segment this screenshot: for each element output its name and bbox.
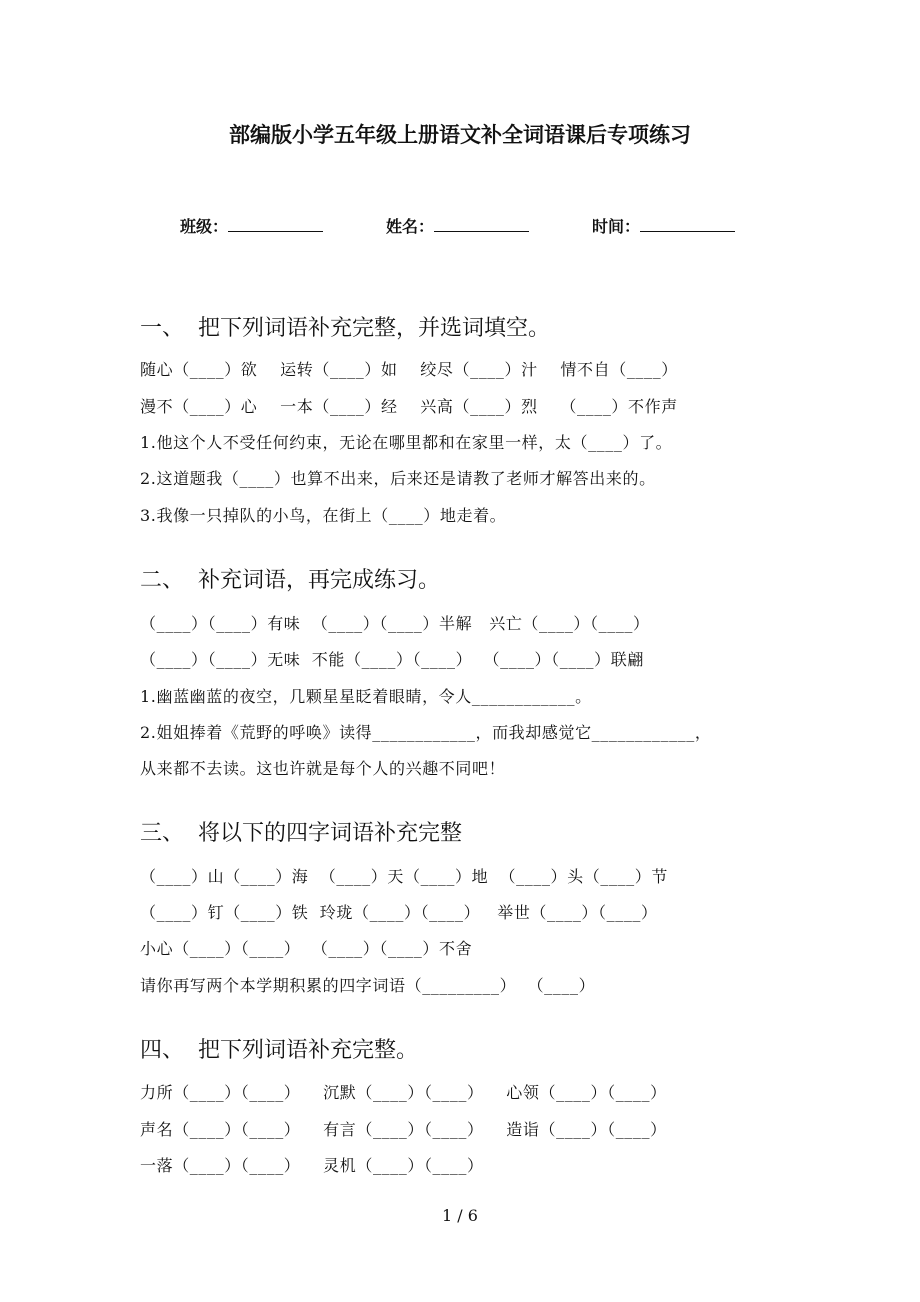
name-blank[interactable] <box>434 217 529 232</box>
exercise-line: （____）钉（____）铁 玲珑（____）（____） 举世（____）（____） <box>140 903 658 922</box>
class-blank[interactable] <box>228 217 323 232</box>
exercise-line: 3.我像一只掉队的小鸟，在街上（____）地走着。 <box>140 506 507 525</box>
exercise-line: 1.幽蓝幽蓝的夜空，几颗星星眨着眼睛，令人____________。 <box>140 687 592 706</box>
page-number: 1 / 6 <box>442 1206 478 1225</box>
exercise-line: （____）山（____）海 （____）天（____）地 （____）头（____）节 <box>140 867 668 886</box>
exercise-line: 小心（____）（____） （____）（____）不舍 <box>140 939 473 958</box>
exercise-line: 2.姐姐捧着《荒野的呼唤》读得____________，而我却感觉它____________， <box>140 723 712 742</box>
exercise-line: 一落（____）（____） 灵机（____）（____） <box>140 1156 484 1175</box>
section-2-heading: 二、 补充词语，再完成练习。 <box>140 568 440 593</box>
exercise-line: 请你再写两个本学期积累的四字词语（_________） （____） <box>140 976 596 995</box>
section-4-heading: 四、 把下列词语补充完整。 <box>140 1038 418 1063</box>
section-1-heading: 一、 把下列词语补充完整，并选词填空。 <box>140 316 550 341</box>
name-label: 姓名： <box>386 217 435 236</box>
exercise-line: （____）（____）有味 （____）（____）半解 兴亡（____）（____） <box>140 614 650 633</box>
exercise-line: 1.他这个人不受任何约束，无论在哪里都和在家里一样，太（____）了。 <box>140 433 673 452</box>
exercise-line: 声名（____）（____） 有言（____）（____） 造诣（____）（____） <box>140 1120 667 1139</box>
section-3-heading: 三、 将以下的四字词语补充完整 <box>140 821 462 846</box>
time-label: 时间： <box>592 217 641 236</box>
exercise-line: 随心（____）欲 运转（____）如 绞尽（____）汁 情不自（____） <box>140 360 678 379</box>
exercise-line: （____）（____）无味 不能（____）（____） （____）（____）联翩 <box>140 650 644 669</box>
exercise-line: 从来都不去读。这也许就是每个人的兴趣不同吧！ <box>140 759 506 778</box>
class-field[interactable] <box>180 217 323 235</box>
exercise-line: 2.这道题我（____）也算不出来，后来还是请教了老师才解答出来的。 <box>140 469 656 488</box>
exercise-line: 力所（____）（____） 沉默（____）（____） 心领（____）（____） <box>140 1083 667 1102</box>
time-field[interactable] <box>592 217 735 235</box>
time-blank[interactable] <box>640 217 735 232</box>
class-label: 班级： <box>180 217 229 236</box>
exercise-line: 漫不（____）心 一本（____）经 兴高（____）烈 （____）不作声 <box>140 397 678 416</box>
page-title: 部编版小学五年级上册语文补全词语课后专项练习 <box>229 122 691 147</box>
name-field[interactable] <box>386 217 529 235</box>
